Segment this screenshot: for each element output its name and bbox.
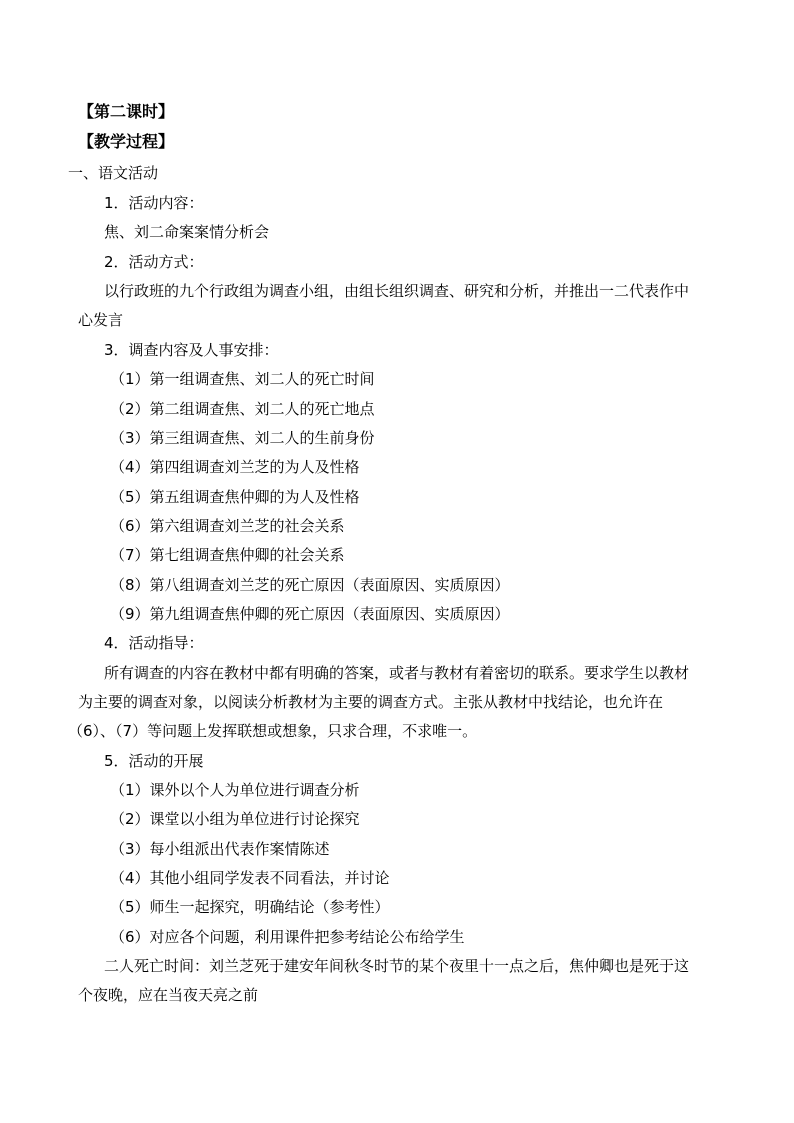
item5-list-item: （2）课堂以小组为单位进行讨论探究 [110, 810, 360, 828]
item1-label: 1．活动内容： [104, 194, 204, 212]
item5-label: 5．活动的开展 [104, 752, 204, 770]
item5-list-item: （4）其他小组同学发表不同看法，并讨论 [110, 869, 390, 887]
item3-list-item: （2）第二组调查焦、刘二人的死亡地点 [110, 400, 375, 418]
item3-list-item: （4）第四组调查刘兰芝的为人及性格 [110, 458, 360, 476]
item3-list-item: （9）第九组调查焦仲卿的死亡原因（表面原因、实质原因） [110, 605, 510, 623]
item5-list-item: （1）课外以个人为单位进行调查分析 [110, 781, 360, 799]
item4-label: 4．活动指导： [104, 634, 204, 652]
section-title: 一、语文活动 [68, 164, 159, 182]
item3-list-item: （6）第六组调查刘兰芝的社会关系 [110, 517, 345, 535]
conclusion-line2: 个夜晚，应在当夜天亮之前 [78, 986, 259, 1004]
item1-text: 焦、刘二命案案情分析会 [104, 223, 270, 241]
lesson-heading: 【第二课时】 [78, 102, 175, 121]
item3-label: 3．调查内容及人事安排： [104, 341, 279, 359]
item2-label: 2．活动方式： [104, 253, 204, 271]
item3-list-item: （3）第三组调查焦、刘二人的生前身份 [110, 429, 375, 447]
item5-list-item: （3）每小组派出代表作案情陈述 [110, 840, 330, 858]
item4-text-line2: 为主要的调查对象，以阅读分析教材为主要的调查方式。主张从教材中找结论，也允许在 [78, 693, 664, 711]
conclusion-line1: 二人死亡时间：刘兰芝死于建安年间秋冬时节的某个夜里十一点之后，焦仲卿也是死于这 [104, 957, 690, 975]
item5-list-item: （6）对应各个问题，利用课件把参考结论公布给学生 [110, 928, 465, 946]
item4-text-line1: 所有调查的内容在教材中都有明确的答案，或者与教材有着密切的联系。要求学生以教材 [104, 664, 690, 682]
item3-list-item: （8）第八组调查刘兰芝的死亡原因（表面原因、实质原因） [110, 576, 510, 594]
item2-text-line2: 心发言 [78, 311, 124, 329]
item3-list-item: （1）第一组调查焦、刘二人的死亡时间 [110, 370, 375, 388]
item3-list-item: （7）第七组调查焦仲卿的社会关系 [110, 546, 345, 564]
item3-list-item: （5）第五组调查焦仲卿的为人及性格 [110, 488, 360, 506]
process-heading: 【教学过程】 [78, 132, 175, 151]
item2-text-line1: 以行政班的九个行政组为调查小组，由组长组织调查、研究和分析，并推出一二代表作中 [104, 282, 690, 300]
item5-list-item: （5）师生一起探究，明确结论（参考性） [110, 898, 390, 916]
item4-text-line3: （6）、（7）等问题上发挥联想或想象，只求合理，不求唯一。 [68, 722, 478, 740]
